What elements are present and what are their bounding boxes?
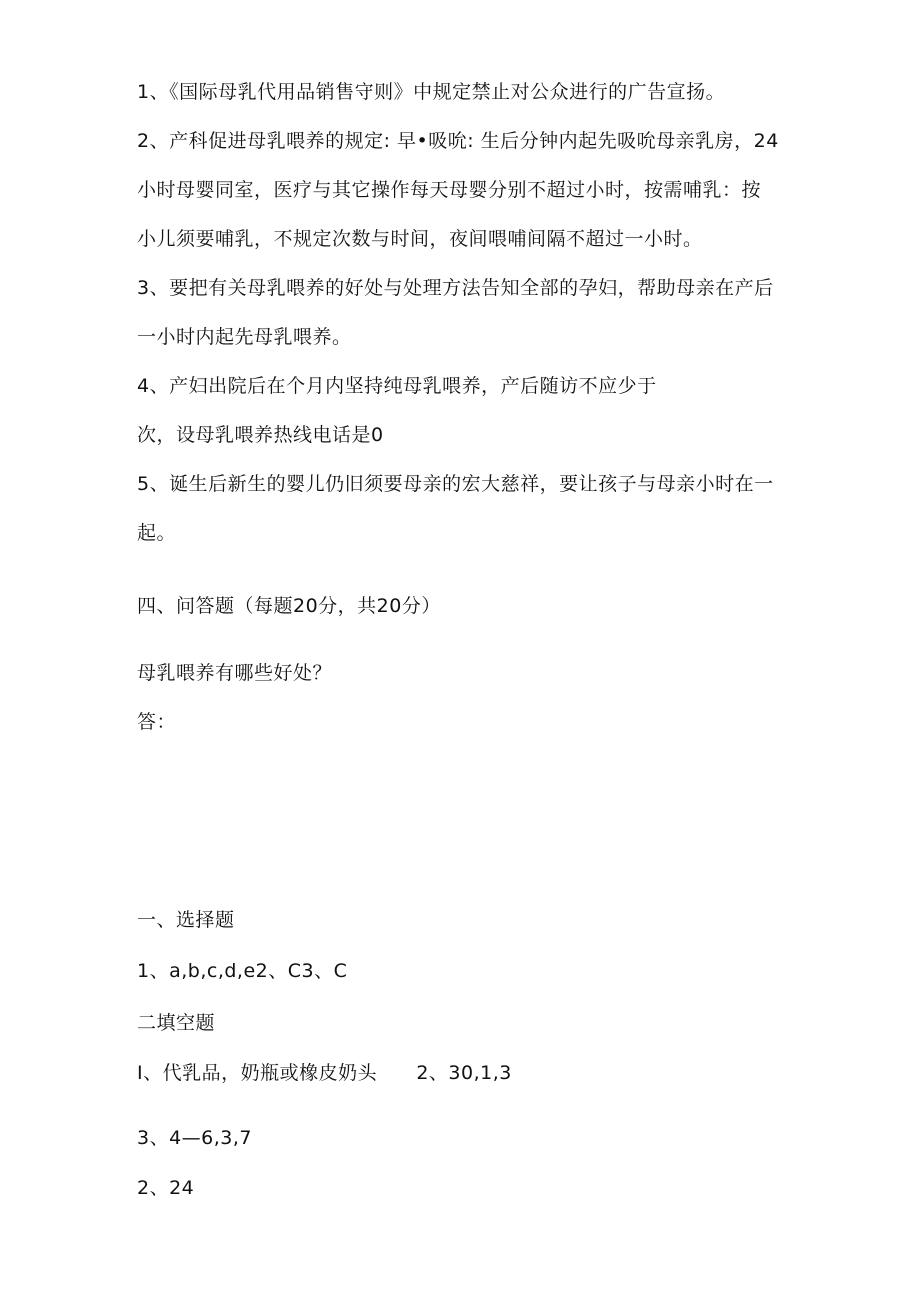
fill-blank-q3-line1: 3、要把有关母乳喂养的好处与处理方法告知全部的孕妇，帮助母亲在产后 xyxy=(137,277,774,299)
answers-section1-heading: 一、选择题 xyxy=(137,909,235,931)
fill-blank-q2-line2: 小时母婴同室，医疗与其它操作每天母婴分别不超过小时，按需哺乳：按 xyxy=(137,179,762,201)
answers-section2-line2: 3、4—6,3,7 xyxy=(137,1127,253,1149)
fill-blank-q4-line1: 4、产妇出院后在个月内坚持纯母乳喂养，产后随访不应少于 xyxy=(137,375,657,397)
section4-answer-label: 答： xyxy=(137,711,177,733)
fill-blank-q4-line2: 次，设母乳喂养热线电话是0 xyxy=(137,424,384,446)
answers-section2-line1: I、代乳品，奶瓶或橡皮奶头 2、30,1,3 xyxy=(137,1062,512,1084)
fill-blank-q5-line1: 5、诞生后新生的婴儿仍旧须要母亲的宏大慈祥，要让孩子与母亲小时在一 xyxy=(137,473,774,495)
answers-section2-heading: 二填空题 xyxy=(137,1012,216,1034)
fill-blank-q2-line1: 2、产科促进母乳喂养的规定: 早•吸吮: 生后分钟内起先吸吮母亲乳房，24 xyxy=(137,130,779,152)
fill-blank-q1: 1、《国际母乳代用品销售守则》中规定禁止对公众进行的广告宣扬。 xyxy=(137,81,726,103)
answers-section1-answer: 1、a,b,c,d,e2、C3、C xyxy=(137,960,348,982)
answers-section2-line3: 2、24 xyxy=(137,1177,195,1199)
fill-blank-q2-line3: 小儿须要哺乳，不规定次数与时间，夜间喂哺间隔不超过一小时。 xyxy=(137,228,703,250)
section4-heading: 四、问答题（每题20分，共20分） xyxy=(137,595,441,617)
fill-blank-q5-line2: 起。 xyxy=(137,522,177,544)
section4-question: 母乳喂养有哪些好处？ xyxy=(137,662,333,684)
fill-blank-q3-line2: 一小时内起先母乳喂养。 xyxy=(137,326,352,348)
